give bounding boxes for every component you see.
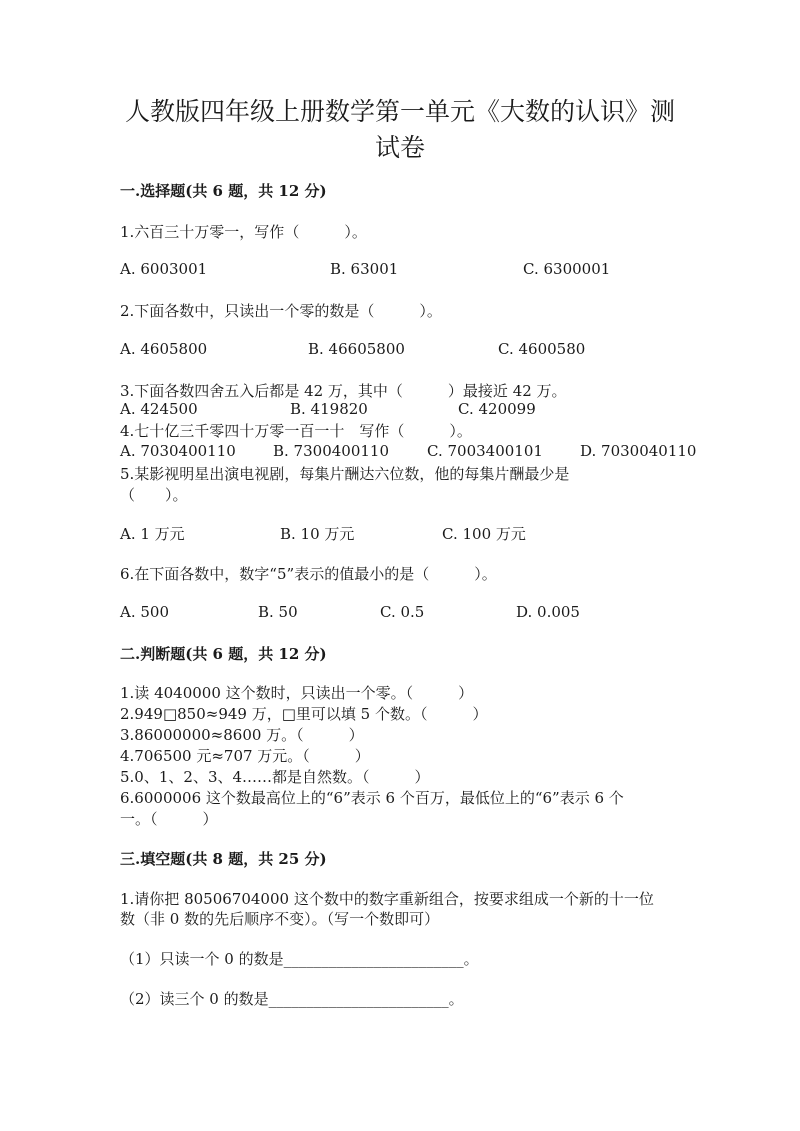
judgment-item-6: 6.6000006 这个数最高位上的“6”表示 6 个百万，最低位上的“6”表示 6 个: [120, 789, 624, 807]
question-2-option-c: C. 4600580: [498, 340, 586, 358]
judgment-item-4: 4.706500 元≈707 万元。（ ）: [120, 747, 370, 765]
question-4-stem: 4.七十亿三千零四十万零一百一十 写作（ ）。: [120, 422, 472, 440]
judgment-item-3: 3.86000000≈8600 万。（ ）: [120, 726, 364, 744]
question-4-option-b: B. 7300400110: [273, 442, 389, 460]
question-6-option-d: D. 0.005: [516, 603, 580, 621]
question-4-option-a: A. 7030400110: [120, 442, 236, 460]
section-heading-judgment: 二.判断题(共 6 题，共 12 分): [120, 645, 327, 663]
question-5-option-a: A. 1 万元: [120, 525, 185, 543]
question-6-option-b: B. 50: [258, 603, 298, 621]
question-5-stem: 5.某影视明星出演电视剧，每集片酬达六位数，他的每集片酬最少是: [120, 465, 570, 483]
question-1-option-c: C. 6300001: [523, 260, 611, 278]
fill-question-1-line2: 数（非 0 数的先后顺序不变）。（写一个数即可）: [120, 910, 440, 928]
fill-question-1-sub2: （2）读三个 0 的数是________________________。: [120, 990, 464, 1008]
question-6-stem: 6.在下面各数中，数字“5”表示的值最小的是（ ）。: [120, 565, 497, 583]
judgment-item-2: 2.949□850≈949 万，□里可以填 5 个数。（ ）: [120, 705, 488, 723]
question-6-option-a: A. 500: [120, 603, 169, 621]
question-2-option-b: B. 46605800: [308, 340, 405, 358]
question-2-stem: 2.下面各数中，只读出一个零的数是（ ）。: [120, 302, 442, 320]
question-5-option-c: C. 100 万元: [442, 525, 526, 543]
page-title-line2: 试卷: [374, 133, 425, 162]
judgment-item-5: 5.0、1、2、3、4……都是自然数。（ ）: [120, 768, 430, 786]
question-2-option-a: A. 4605800: [120, 340, 208, 358]
question-4-option-c: C. 7003400101: [427, 442, 543, 460]
question-1-option-a: A. 6003001: [120, 260, 208, 278]
fill-question-1-sub1: （1）只读一个 0 的数是________________________。: [120, 950, 479, 968]
judgment-item-6-cont: 一。（ ）: [120, 810, 218, 828]
question-3-option-a: A. 424500: [120, 400, 198, 418]
fill-question-1-line1: 1.请你把 80506704000 这个数中的数字重新组合，按要求组成一个新的十一位: [120, 890, 654, 908]
question-1-option-b: B. 63001: [330, 260, 399, 278]
question-3-option-c: C. 420099: [458, 400, 536, 418]
question-1-stem: 1.六百三十万零一，写作（ ）。: [120, 223, 367, 241]
question-4-option-d: D. 7030040110: [580, 442, 697, 460]
section-heading-choice: 一.选择题(共 6 题，共 12 分): [120, 182, 327, 200]
section-heading-fill-in: 三.填空题(共 8 题，共 25 分): [120, 850, 327, 868]
judgment-item-1: 1.读 4040000 这个数时，只读出一个零。（ ）: [120, 684, 474, 702]
page-title-line1: 人教版四年级上册数学第一单元《大数的认识》测: [124, 97, 675, 126]
question-3-option-b: B. 419820: [290, 400, 368, 418]
question-5-option-b: B. 10 万元: [280, 525, 355, 543]
question-3-stem: 3.下面各数四舍五入后都是 42 万，其中（ ）最接近 42 万。: [120, 382, 567, 400]
question-5-stem-cont: （ ）。: [120, 486, 188, 504]
question-6-option-c: C. 0.5: [380, 603, 425, 621]
